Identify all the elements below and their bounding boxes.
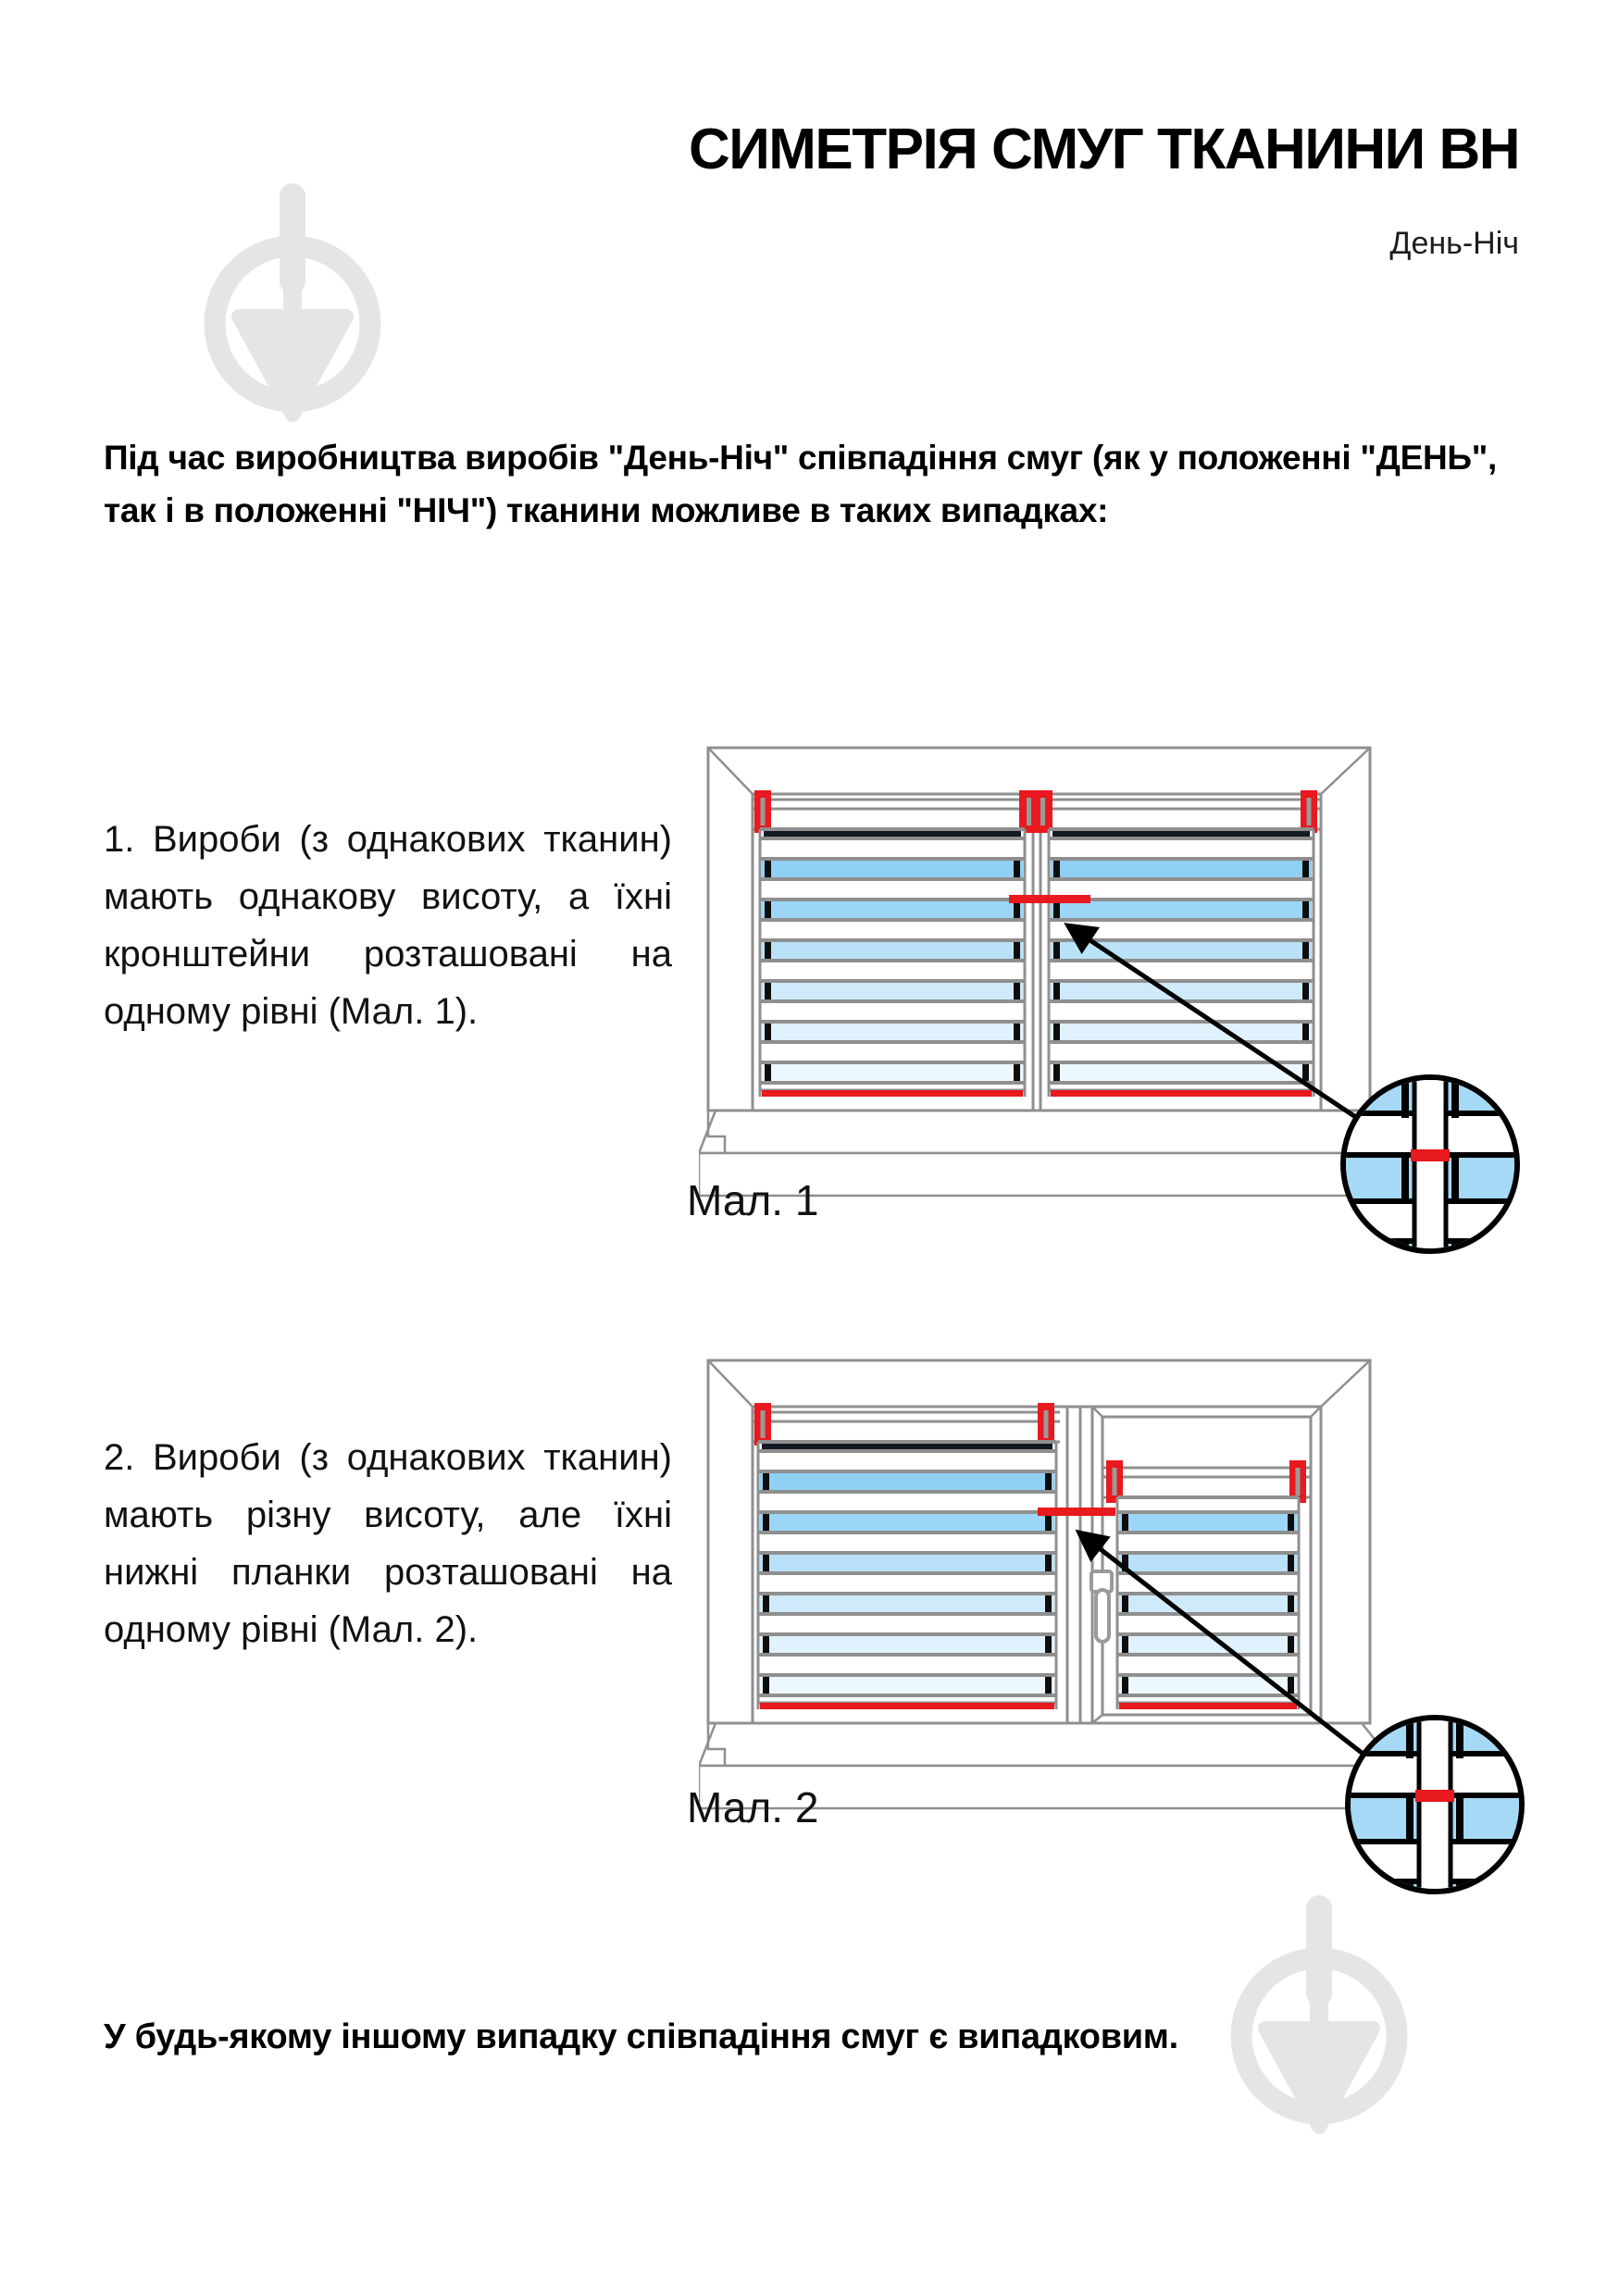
- footer-note: У будь-якому іншому випадку співпадіння смуг є випадковим.: [104, 2017, 1178, 2056]
- figure-1-caption: Мал. 1: [687, 1176, 819, 1224]
- section-1-text: 1. Вироби (з однакових тканин) мають однакову висоту, а їхні кронштейни розташовані на одному рівні (Мал. 1).: [104, 819, 672, 1032]
- page-title: СИМЕТРІЯ СМУГ ТКАНИНИ ВН: [688, 118, 1519, 181]
- right-blind: [1049, 829, 1314, 1097]
- stripe-alignment-marker: [1038, 1508, 1115, 1516]
- magnifier: [1343, 1073, 1517, 1256]
- intro-line-2: так і в положенні "НІЧ") тканини можливе в таких випадках:: [104, 491, 1109, 529]
- left-blind: [758, 1442, 1056, 1709]
- page-subtitle: День-Ніч: [1389, 226, 1519, 261]
- intro-paragraph: [104, 431, 1497, 537]
- figure-2-illustration: [699, 1353, 1606, 1927]
- left-blind: [760, 829, 1025, 1097]
- brand-watermark-icon: [181, 176, 404, 426]
- right-blind: [1117, 1497, 1299, 1709]
- stripe-alignment-marker: [1009, 895, 1090, 903]
- section-2-text: 2. Вироби (з однакових тканин) мають різну висоту, але їхні нижні планки розташовані на одному рівні (Мал. 2).: [104, 1437, 672, 1650]
- figure-2-caption: Мал. 2: [687, 1783, 819, 1831]
- magnifier: [1348, 1713, 1522, 1896]
- intro-line-1: Під час виробництва виробів "День-Ніч" співпадіння смуг (як у положенні "ДЕНЬ",: [104, 439, 1497, 477]
- figure-1-illustration: [699, 740, 1606, 1268]
- window-handle: [1091, 1571, 1112, 1642]
